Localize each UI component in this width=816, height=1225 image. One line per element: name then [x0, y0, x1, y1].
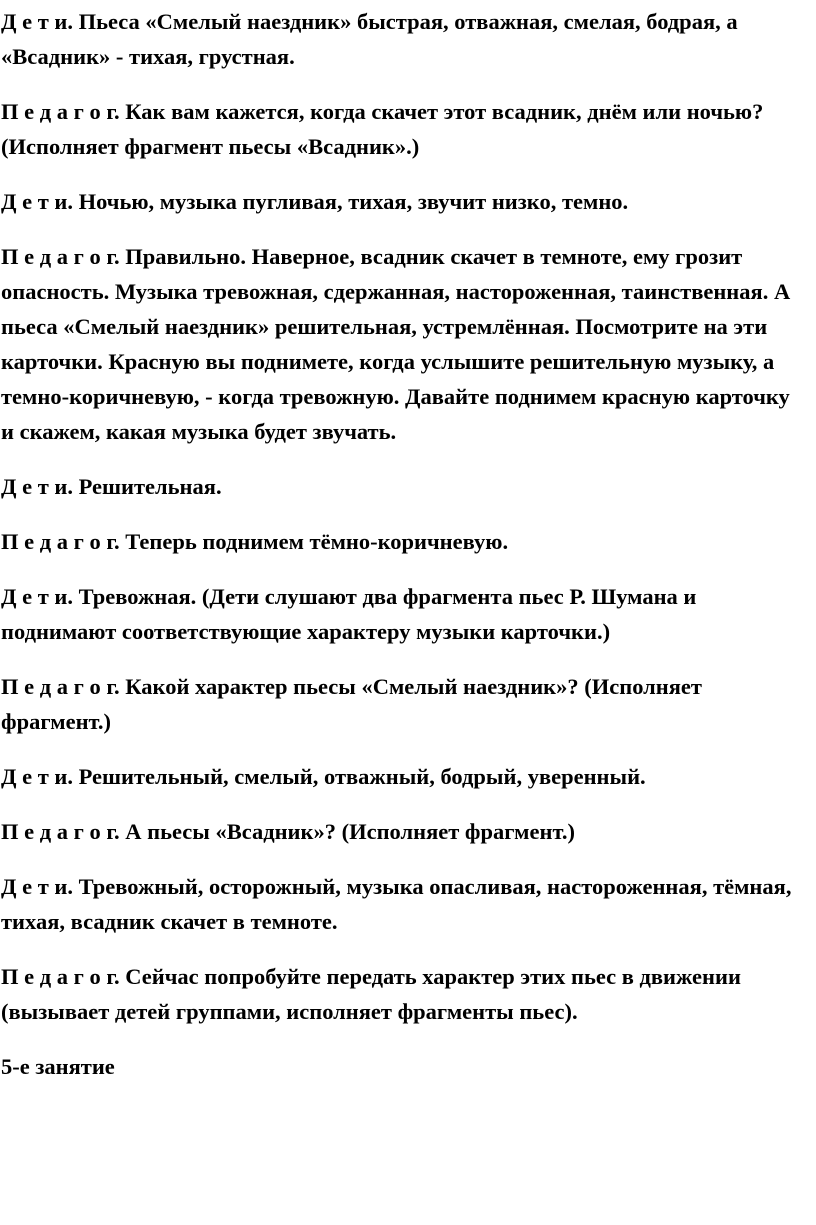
paragraph-teacher-4: П е д а г о г. Какой характер пьесы «Смелый наездник»? (Исполняет фрагмент.) — [1, 674, 702, 734]
paragraph-teacher-2: П е д а г о г. Правильно. Наверное, всадник скачет в темноте, ему грозит опасность. Музыка тревожная, сдержанная, настороженная, таинственная. А пьеса «Смелый наездник» решительная, устремлённая. Посмотрите на эти карточки. Красную вы поднимете, когда услышите решительную музыку, а темно-коричневую, - когда тревожную. Давайте поднимем красную карточку и скажем, какая музыка будет звучать. — [1, 244, 791, 444]
paragraph-children-6: Д е т и. Тревожный, осторожный, музыка опасливая, настороженная, тёмная, тихая, всадник скачет в темноте. — [1, 874, 792, 934]
paragraph-teacher-6: П е д а г о г. Сейчас попробуйте передать характер этих пьес в движении (вызывает детей группами, исполняет фрагменты пьес). — [1, 964, 741, 1024]
paragraph-teacher-1: П е д а г о г. Как вам кажется, когда скачет этот всадник, днём или ночью? (Исполняет фрагмент пьесы «Всадник».) — [1, 99, 764, 159]
paragraph-teacher-3: П е д а г о г. Теперь поднимем тёмно-коричневую. — [1, 529, 509, 554]
paragraph-children-3: Д е т и. Решительная. — [1, 474, 222, 499]
paragraph-teacher-5: П е д а г о г. А пьесы «Всадник»? (Исполняет фрагмент.) — [1, 819, 575, 844]
paragraph-children-1: Д е т и. Пьеса «Смелый наездник» быстрая, отважная, смелая, бодрая, а «Всадник» - тихая, грустная. — [1, 9, 738, 69]
paragraph-children-2: Д е т и. Ночью, музыка пугливая, тихая, звучит низко, темно. — [1, 189, 629, 214]
section-heading: 5-е занятие — [1, 1054, 115, 1079]
paragraph-children-5: Д е т и. Решительный, смелый, отважный, бодрый, уверенный. — [1, 764, 646, 789]
paragraph-children-4: Д е т и. Тревожная. (Дети слушают два фрагмента пьес Р. Шумана и поднимают соответствующие характеру музыки карточки.) — [1, 584, 697, 644]
